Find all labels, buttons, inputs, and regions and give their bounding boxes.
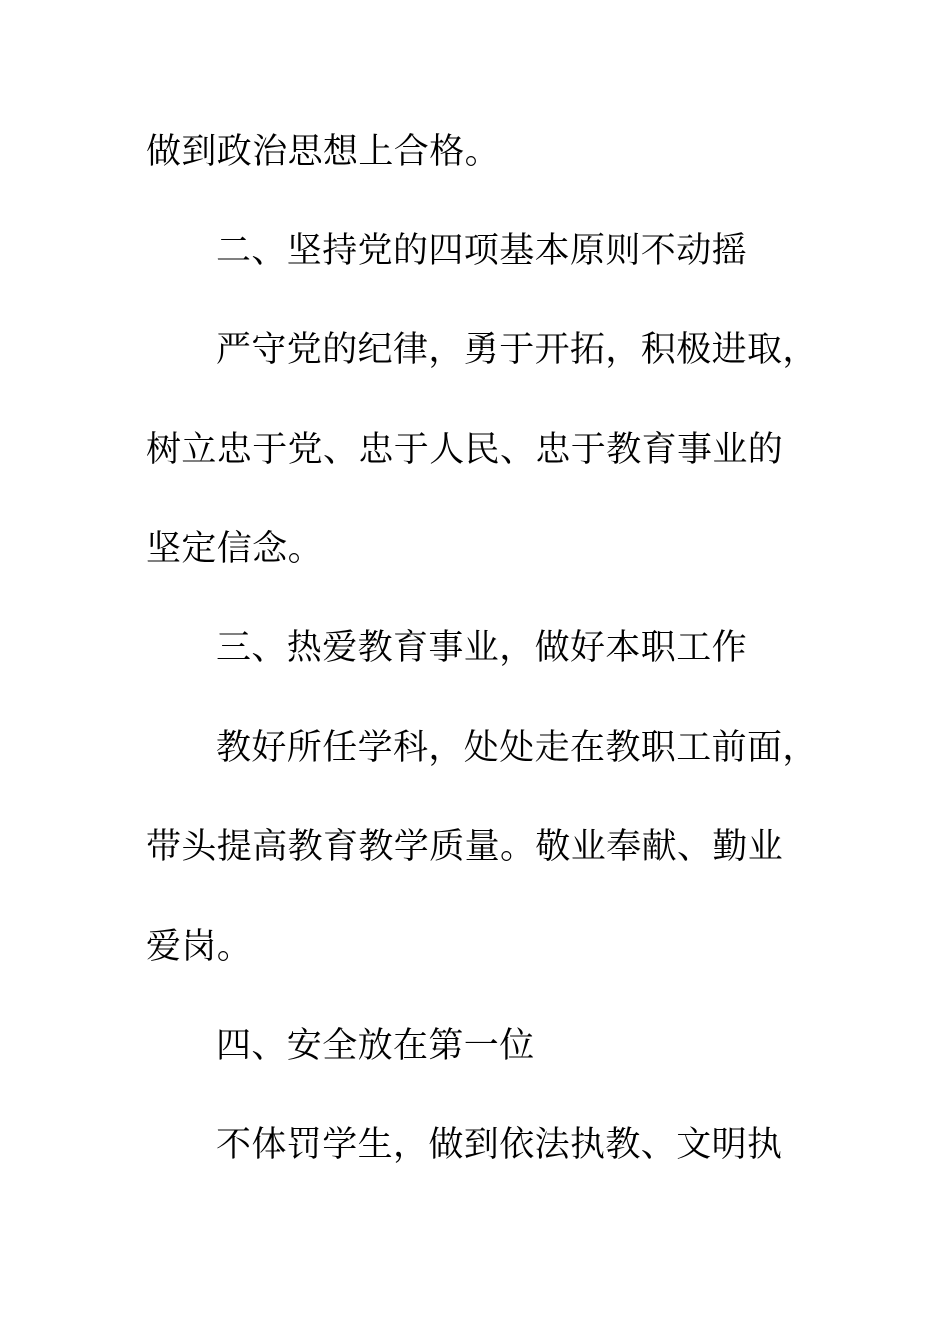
section-heading: 二、坚持党的四项基本原则不动摇	[216, 231, 748, 271]
section-heading: 四、安全放在第一位	[216, 1026, 535, 1066]
paragraph-line: 坚定信念。	[146, 529, 324, 569]
paragraph-line: 爱岗。	[146, 927, 253, 967]
paragraph-line: 教好所任学科，处处走在教职工前面，	[216, 728, 818, 768]
paragraph-line: 树立忠于党、忠于人民、忠于教育事业的	[146, 430, 784, 470]
paragraph-line: 做到政治思想上合格。	[146, 132, 501, 172]
paragraph-line: 严守党的纪律，勇于开拓，积极进取，	[216, 330, 818, 370]
section-heading: 三、热爱教育事业，做好本职工作	[216, 628, 748, 668]
paragraph-line: 不体罚学生，做到依法执教、文明执	[216, 1125, 783, 1165]
paragraph-line: 带头提高教育教学质量。敬业奉献、勤业	[146, 827, 784, 867]
